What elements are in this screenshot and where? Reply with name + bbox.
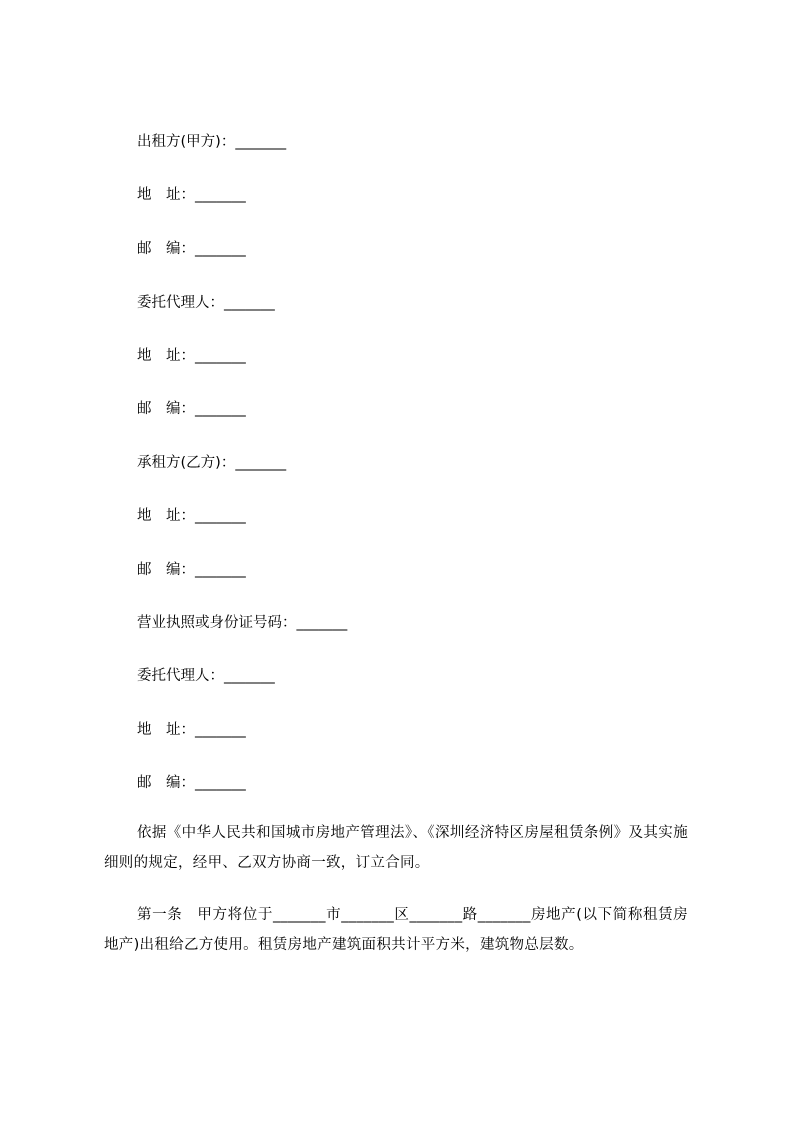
lessor-agent-address-field: 地 址：_______ [137, 348, 246, 364]
article-one-paragraph: 第一条 甲方将位于_______市_______区_______路_______房地产(以下简称租赁房地产)出租给乙方使用。租赁房地产建筑面积共计平方米，建筑物总层数。 [104, 907, 688, 953]
lessor-address-field: 地 址：_______ [137, 187, 246, 203]
lessor-agent-field: 委托代理人：_______ [137, 295, 275, 311]
lessee-agent-address-field: 地 址：_______ [137, 722, 246, 738]
lessee-agent-postcode-field: 邮 编：_______ [137, 775, 246, 791]
lessee-field: 承租方(乙方)：_______ [137, 455, 287, 471]
lessor-postcode-field: 邮 编：_______ [137, 241, 246, 257]
lessee-address-field: 地 址：_______ [137, 508, 246, 524]
lessee-agent-field: 委托代理人：_______ [137, 668, 275, 684]
legal-basis-paragraph: 依据《中华人民共和国城市房地产管理法》、《深圳经济特区房屋租赁条例》及其实施细则的规定，经甲、乙双方协商一致，订立合同。 [104, 825, 688, 871]
lessor-agent-postcode-field: 邮 编：_______ [137, 401, 246, 417]
license-id-field: 营业执照或身份证号码：_______ [137, 615, 348, 631]
lessor-field: 出租方(甲方)：_______ [137, 134, 287, 150]
lessee-postcode-field: 邮 编：_______ [137, 562, 246, 578]
